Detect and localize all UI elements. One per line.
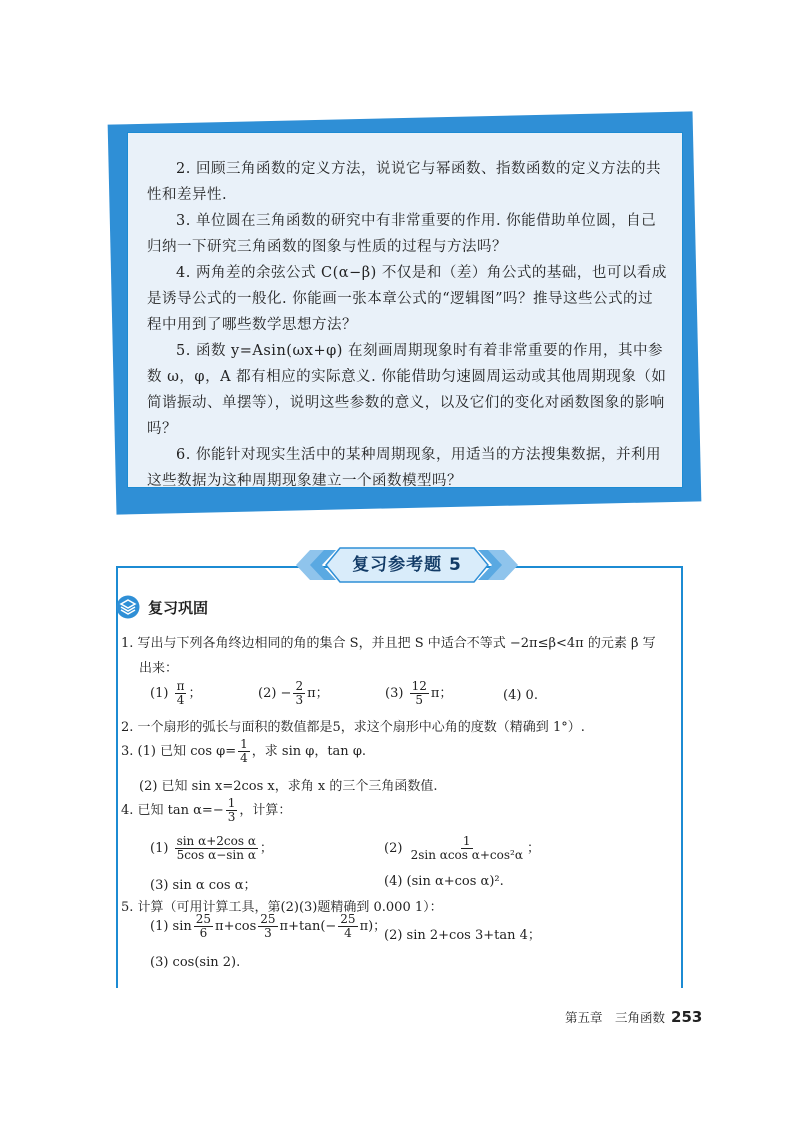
exercise-5-text: 5. 计算（可用计算工具，第(2)(3)题精确到 0.000 1）： — [121, 900, 443, 915]
subheading — [116, 594, 208, 620]
exercise-1-text-cont: 出来： — [139, 661, 179, 676]
stacked-layers-icon — [116, 595, 140, 619]
subheading-label: 复习巩固 — [148, 598, 209, 617]
exercise-1-part-4: (4) 0. — [503, 688, 538, 703]
exercise-2-text: 2. 一个扇形的弧长与面积的数值都是5，求这个扇形中心角的度数（精确到 1°）. — [121, 720, 585, 735]
exercise-4-part-4: (4) (sin α+cos α)². — [384, 874, 504, 889]
exercise-4-part-3: (3) sin α cos α； — [150, 878, 257, 893]
exercise-1-text: 1. 写出与下列各角终边相同的角的集合 S，并且把 S 中适合不等式 −2π≤β<4π 的元素 β 写 — [121, 636, 656, 651]
review-question-list — [147, 156, 667, 494]
review-question-3: 3. 单位圆在三角函数的研究中有非常重要的作用. 你能借助单位圆，自己归纳一下研究三角函数的图象与性质的过程与方法吗？ — [147, 213, 657, 255]
review-question-2: 2. 回顾三角函数的定义方法，说说它与幂函数、指数函数的定义方法的共性和差异性. — [147, 161, 661, 203]
chapter-label: 第五章 三角函数 — [565, 1010, 666, 1025]
section-title: 复习参考题 5 — [352, 555, 462, 575]
review-question-4: 4. 两角差的余弦公式 C(α−β) 不仅是和（差）角公式的基础，也可以看成是诱导公式的一般化. 你能画一张本章公式的“逻辑图”吗？推导这些公式的过程中用到了哪些数学思想方法？ — [147, 265, 667, 333]
exercise-5-part-2: (2) sin 2+cos 3+tan 4； — [384, 928, 541, 943]
exercise-3-part-1: 3. (1) 已知 cos φ= $\frac{1}{4}$ ，求 sin φ，tan φ. — [121, 737, 367, 765]
exercise-3-part-2: (2) 已知 sin x=2cos x，求角 x 的三个三角函数值. — [139, 779, 438, 794]
review-question-5: 5. 函数 y=Asin(ωx+φ) 在刻画周期现象时有着非常重要的作用，其中参数 ω，φ，A 都有相应的实际意义. 你能借助匀速圆周运动或其他周期现象（如简谐振动、单摆等），说明这些参数的意义，以及它们的变化对函数图象的影响吗？ — [147, 343, 667, 437]
section-right-rule — [681, 566, 683, 988]
exercise-4-part-1: (1) $\frac{\text{sin α+2cos α}}{\text{5cos α−sin α}}$ ； — [150, 834, 273, 862]
exercise-4-text: 4. 已知 tan α=− $\frac{1}{3}$ ，计算： — [121, 796, 292, 824]
page-number: 253 — [671, 1008, 703, 1026]
review-question-6: 6. 你能针对现实生活中的某种周期现象，用适当的方法搜集数据，并利用这些数据为这种周期现象建立一个函数模型吗？ — [147, 447, 661, 489]
exercise-5-part-3: (3) cos(sin 2). — [150, 955, 241, 970]
section-left-rule — [116, 566, 118, 988]
exercise-1-part-2: (2) − $\frac{2}{3}$ π； — [258, 679, 329, 707]
exercise-1-part-3: (3) $\frac{12}{5}$ π； — [385, 679, 453, 707]
exercise-1-part-1: (1) $\frac{\pi}{4}$ ； — [150, 679, 202, 707]
page-footer — [565, 1008, 702, 1026]
exercise-4-part-2: (2) $\frac{1}{\text{2sin αcos α+cos²α}}$ ； — [384, 834, 540, 862]
exercise-5-part-1: (1) sin $\frac{25}{6}$ π+cos $\frac{25}{3}$ π+tan(− $\frac{25}{4}$ π)； — [150, 912, 387, 940]
